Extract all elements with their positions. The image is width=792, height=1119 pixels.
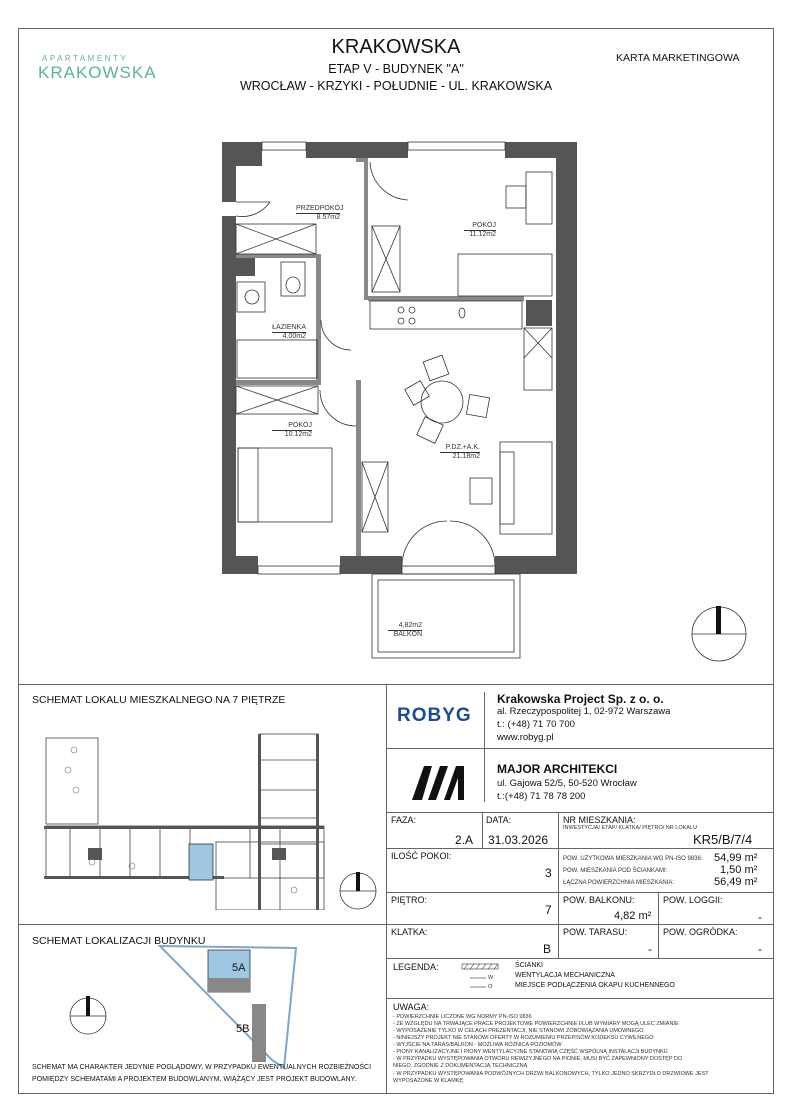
divider-col	[386, 684, 387, 1094]
legend-sym-w: W	[488, 975, 494, 981]
room-bath-area: 4.00m2	[282, 333, 306, 340]
legend-symbols	[460, 962, 512, 996]
room-hall-label	[296, 205, 344, 222]
robyg-web: www.robyg.pl	[497, 732, 554, 743]
loggia-value: -	[758, 910, 762, 924]
legend-item-walls: ŚCIANKI	[515, 962, 544, 969]
data-label: DATA:	[486, 815, 512, 825]
table-row2	[386, 892, 774, 893]
notes-item-7: - W PRZYPADKU WYSTĘPOWANIA OTWORU REWIZYJNEGO NA PIONIE, MUSI BYĆ ZAPEWNIONY DOSTĘP DO	[393, 1056, 683, 1062]
logo-apartamenty: APARTAMENTY	[42, 54, 129, 63]
notes-item-3: - WYPOSAŻENIE TYLKO W CELACH PREZENTACJI, NIE STANOWI ZOBOWIĄZANIA UMOWNEGO	[393, 1028, 644, 1034]
area1-label: POW. UŻYTKOWA MIESZKANIA WG PN-ISO 9836:	[563, 856, 703, 862]
data-value: 31.03.2026	[488, 833, 549, 847]
room-living-area: 21.18m2	[452, 453, 480, 460]
pietro-value: 7	[545, 903, 552, 917]
building-5b-label: 5B	[236, 1023, 250, 1035]
floor-scheme-drawing	[40, 730, 370, 910]
robyg-phone: t.: (+48) 71 70 700	[497, 719, 575, 730]
logo-krakowska: KRAKOWSKA	[38, 63, 157, 82]
area1-value: 54,99 m²	[714, 852, 758, 864]
room-1-area: 11.12m2	[469, 231, 496, 238]
table-row1	[386, 848, 774, 849]
page-title: KRAKOWSKA	[331, 36, 461, 58]
disclaimer-line2: POMIĘDZY SCHEMATAMI A PROJEKTEM BUDOWLANYM, WIĄŻĄCY JEST PROJEKT BUDOWLANY.	[32, 1076, 357, 1083]
page-location: WROCŁAW - KRZYKI - POŁUDNIE - UL. KRAKOWSKA	[239, 79, 553, 93]
robyg-address: al. Rzeczypospolitej 1, 02-972 Warszawa	[497, 706, 671, 717]
room-living-name: P.DZ.+A.K.	[440, 444, 480, 453]
table-row3	[386, 924, 774, 925]
legend-item-ventilation: WENTYLACJA MECHANICZNA	[515, 972, 615, 979]
balkon-value: 4,82 m²	[614, 910, 652, 922]
table-col2	[558, 812, 559, 958]
room-2-label	[272, 422, 312, 439]
table-row5	[386, 998, 774, 999]
nr-value: KR5/B/7/4	[693, 832, 753, 847]
balcony-name: BALKON	[393, 631, 422, 638]
legend-title: LEGENDA:	[393, 962, 439, 972]
robyg-logo: ROBYG	[397, 705, 472, 726]
disclaimer-line1: SCHEMAT MA CHARAKTER JEDYNIE POGLĄDOWY, W PRZYPADKU EWENTUALNYCH ROZBIEŻNOŚCI	[32, 1064, 372, 1071]
klatka-value: B	[543, 942, 552, 956]
pietro-label: PIĘTRO:	[391, 895, 428, 905]
room-bath-label	[272, 324, 306, 341]
area2-value: 1,50 m²	[720, 864, 758, 876]
pokoi-value: 3	[545, 866, 552, 880]
divider-arch	[386, 812, 774, 813]
area3-label: ŁĄCZNA POWIERZCHNIA MIESZKANIA:	[563, 880, 675, 886]
divider-robyg	[386, 748, 774, 749]
building-5a-label: 5A	[232, 962, 246, 974]
legend-item-hood: MIEJSCE PODŁĄCZENIA OKAPU KUCHENNEGO	[515, 982, 675, 989]
pokoi-label: ILOŚĆ POKOI:	[391, 851, 452, 861]
divider-left	[18, 924, 386, 925]
ogrodek-label: POW. OGRÓDKA:	[663, 927, 738, 937]
notes-item-8: NIEGO, ZGODNIE Z DOKUMENTACJĄ TECHNICZNĄ	[393, 1063, 528, 1069]
north-arrow-small-icon	[62, 990, 114, 1042]
table-row4	[386, 958, 774, 959]
faza-value: 2.A	[455, 833, 474, 847]
location-scheme-title: SCHEMAT LOKALIZACJI BUDYNKU	[32, 935, 206, 947]
robyg-company: Krakowska Project Sp. z o. o.	[497, 692, 664, 706]
klatka-label: KLATKA:	[391, 927, 428, 937]
taras-label: POW. TARASU:	[563, 927, 628, 937]
notes-item-1: - POWIERZCHNIE LICZONE WG NORMY PN-ISO 9836	[393, 1014, 532, 1020]
taras-value: -	[648, 942, 652, 956]
logo-divider	[484, 692, 485, 802]
notes-item-4: - NINIEJSZY PROJEKT NIE STANOWI OFERTY W ROZUMIENIU PRZEPISÓW KODEKSU CYWILNEGO	[393, 1035, 654, 1041]
architect-phone: t.:(+48) 71 78 78 200	[497, 791, 586, 802]
area2-label: POW. MIESZKANIA POD ŚCIANKAMI:	[563, 868, 668, 874]
ogrodek-value: -	[758, 942, 762, 956]
architect-company: MAJOR ARCHITEKCI	[497, 762, 618, 776]
room-bath-name: ŁAZIENKA	[272, 324, 306, 331]
balcony-label	[388, 622, 422, 639]
north-arrow-icon	[336, 866, 386, 916]
room-living-label	[440, 444, 480, 461]
area3-value: 56,49 m²	[714, 876, 758, 888]
room-2-area: 10.12m2	[284, 431, 312, 438]
room-2-name: POKÓJ	[272, 422, 312, 431]
notes-item-9: - W PRZYPADKU WYSTĘPOWANIA PODWÓJNYCH DRZWI BALKONOWYCH, TYLKO JEDNO SKRZYDŁO DRZWIOWE JEST	[393, 1071, 709, 1077]
table-col1	[482, 812, 483, 848]
notes-item-6: - PIONY KANALIZACYJNE I PIONY WENTYLACYJNE STANOWIĄ CZĘŚĆ WSPÓLNĄ INSTALACJI BUDYNKU	[393, 1049, 668, 1055]
major-architekci-logo-icon	[410, 762, 466, 802]
location-scheme-drawing	[150, 944, 300, 1074]
notes-item-2: - ZE WZGLĘDU NA TRWAJĄCE PRACE PROJEKTOWE POWIERZCHNIE I/LUB WYMIARY MOGĄ ULEC ZMIANIE	[393, 1021, 679, 1027]
nr-label: NR MIESZKANIA:	[563, 815, 636, 825]
card-type: KARTA MARKETINGOWA	[616, 52, 740, 64]
divider-main	[18, 684, 774, 685]
notes-title: UWAGA:	[393, 1002, 430, 1012]
room-hall-name: PRZEDPOKÓJ	[296, 205, 344, 212]
balcony-area: 4,82m2	[388, 622, 422, 631]
room-1-label	[464, 222, 496, 239]
room-hall-area: 8.57m2	[316, 214, 340, 221]
architect-address: ul. Gajowa 52/5, 50-520 Wrocław	[497, 778, 637, 789]
faza-label: FAZA:	[391, 815, 417, 825]
notes-item-10: WYPOSAŻONE W KLAMKĘ	[393, 1078, 463, 1084]
legend-sym-o: O	[488, 984, 493, 990]
balkon-label: POW. BALKONU:	[563, 895, 635, 905]
nr-sublabel: INWESTYCJA/ ETAP/ KLATKA/ PIĘTRO/ NR LOKALU	[563, 825, 697, 831]
floor-scheme-title: SCHEMAT LOKALU MIESZKALNEGO NA 7 PIĘTRZE	[32, 694, 286, 706]
page-subtitle: ETAP V - BUDYNEK "A"	[328, 62, 464, 76]
table-col3	[658, 892, 659, 958]
notes-item-5: - WYJŚCIE NA TARAS/BALKON - MOŻLIWA RÓŻNICA POZIOMÓW	[393, 1042, 562, 1048]
loggia-label: POW. LOGGII:	[663, 895, 723, 905]
room-1-name: POKÓJ	[464, 222, 496, 231]
